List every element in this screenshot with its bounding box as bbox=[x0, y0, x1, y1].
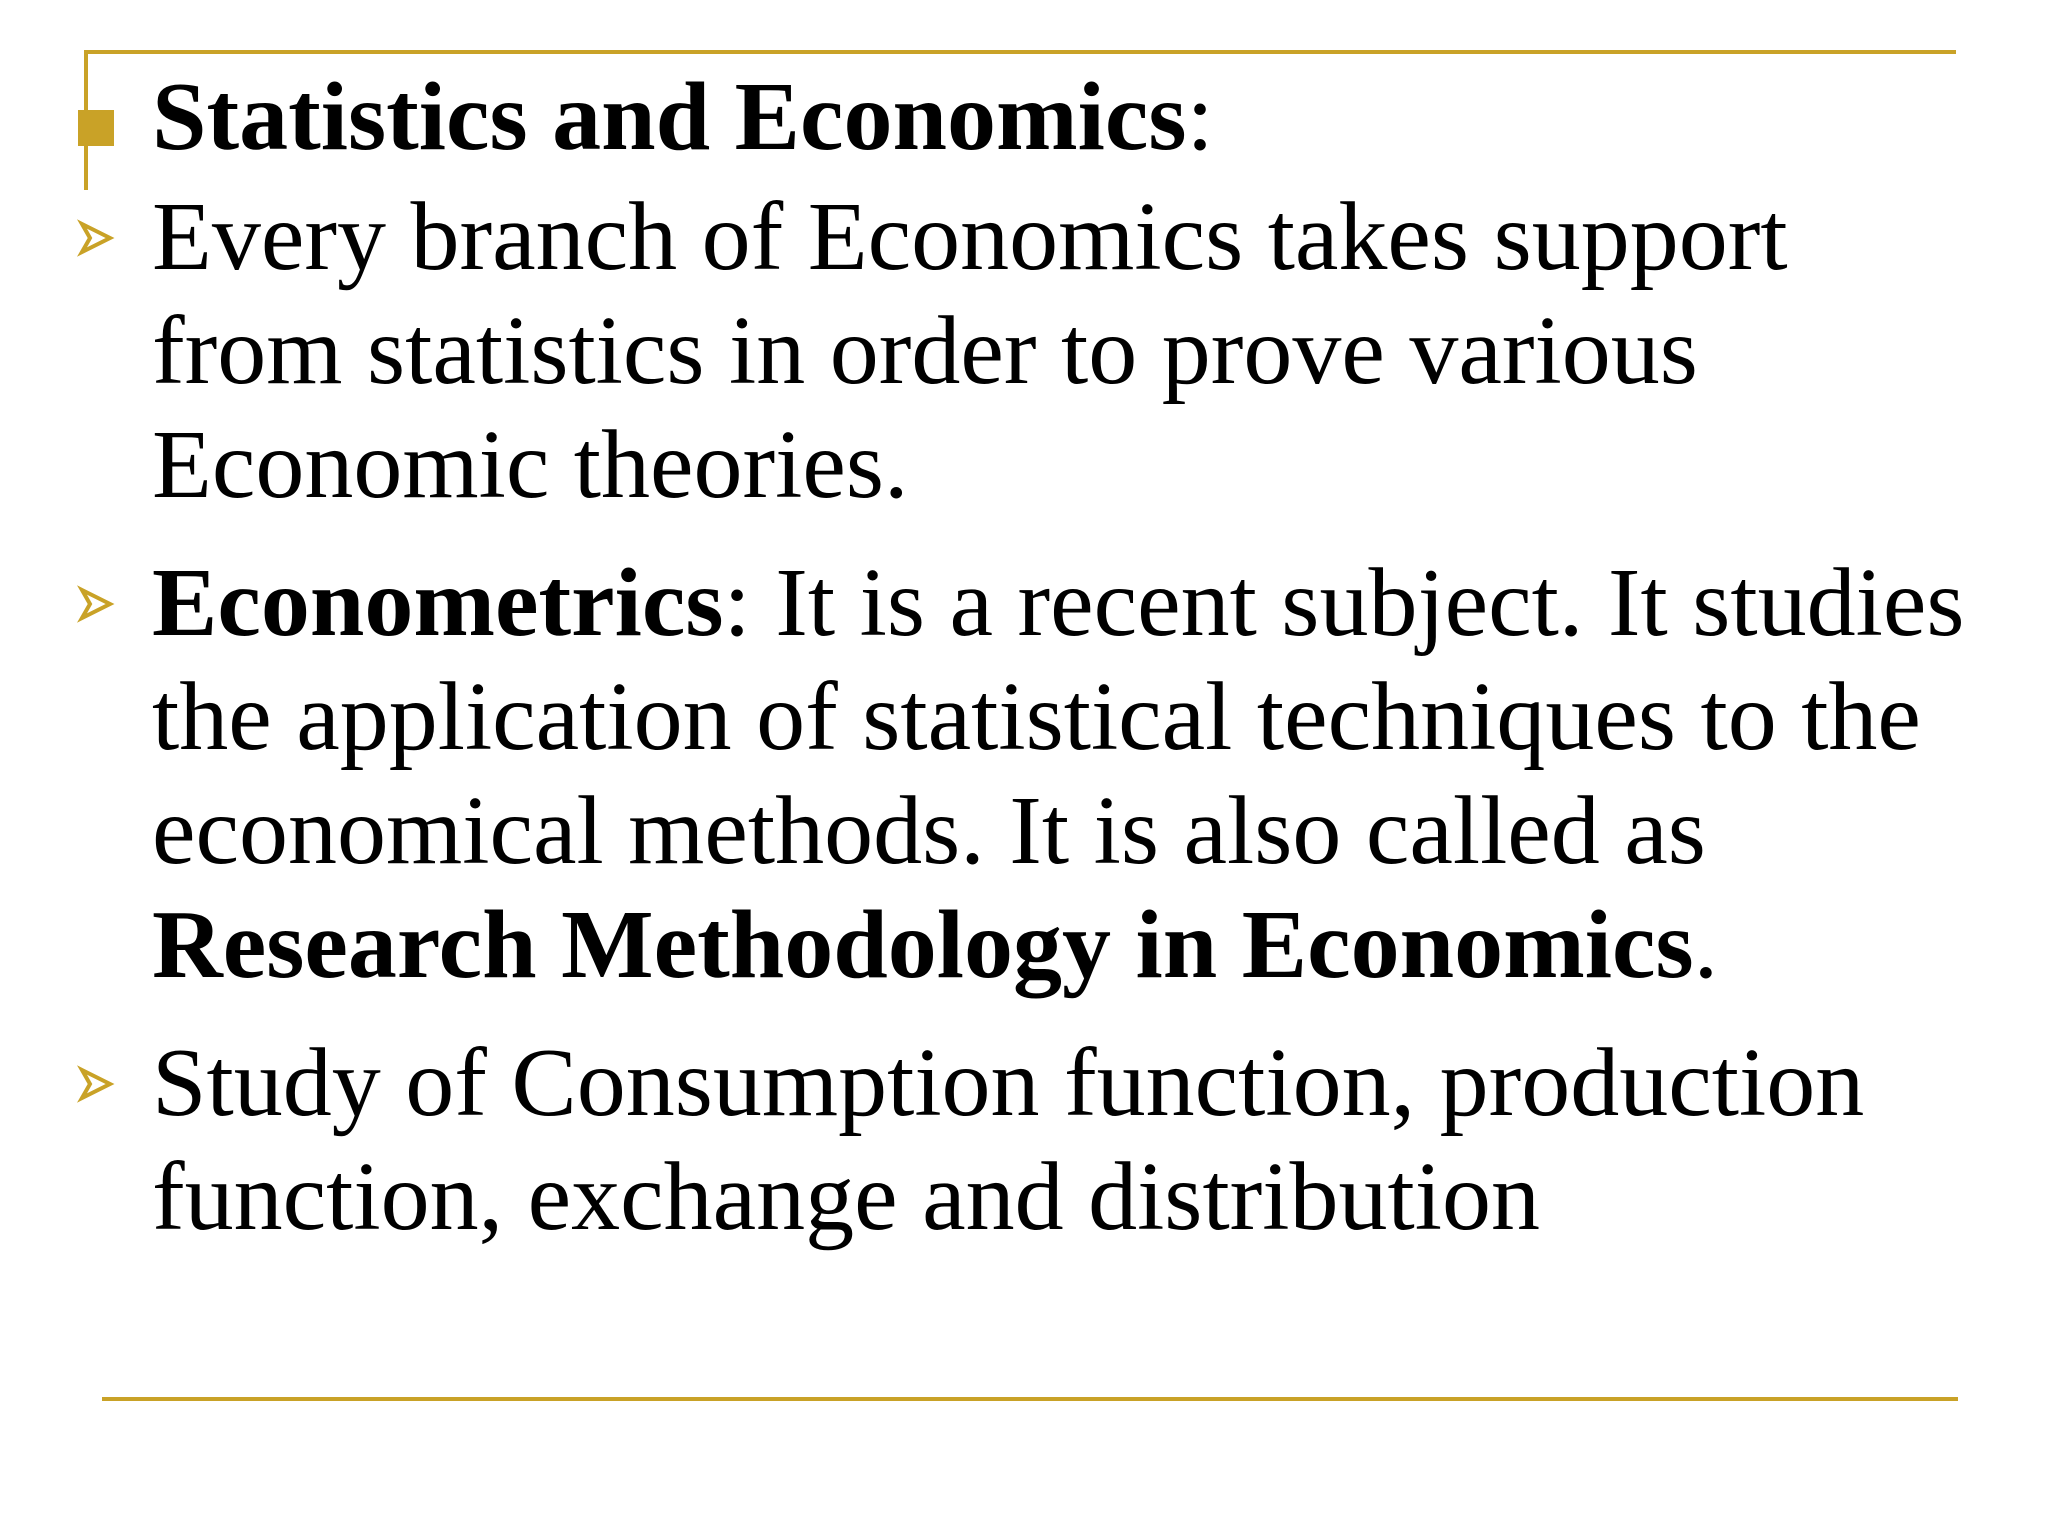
square-bullet-icon bbox=[78, 110, 114, 146]
heading-bold-text: Statistics and Economics bbox=[152, 63, 1187, 171]
bullet-text: Study of Consumption function, production function, exchange and distribution bbox=[152, 1029, 1865, 1251]
arrowhead-bullet-icon bbox=[76, 218, 116, 258]
bullet-text-end: . bbox=[1693, 891, 1719, 999]
heading-suffix: : bbox=[1186, 63, 1214, 171]
bullet-item-2 bbox=[152, 546, 2002, 1002]
bullet-item-1 bbox=[152, 180, 2002, 522]
bottom-rule bbox=[102, 1397, 1958, 1401]
top-rule bbox=[84, 50, 1956, 54]
bullet-text-mid: : It is a recent subject. It studies the application of statistical techniques to the economical methods. It is also called as bbox=[152, 549, 1965, 885]
bullet-text: Every branch of Economics takes support from statistics in order to prove various Economic theories. bbox=[152, 183, 1788, 519]
arrowhead-bullet-icon bbox=[76, 1064, 116, 1104]
bullet-bold-lead: Econometrics bbox=[152, 549, 724, 657]
slide-heading bbox=[152, 60, 2002, 174]
slide-body bbox=[152, 60, 2002, 1278]
bullet-bold-tail: Research Methodology in Economics bbox=[152, 891, 1694, 999]
arrowhead-bullet-icon bbox=[76, 584, 116, 624]
bullet-item-3 bbox=[152, 1026, 2002, 1254]
